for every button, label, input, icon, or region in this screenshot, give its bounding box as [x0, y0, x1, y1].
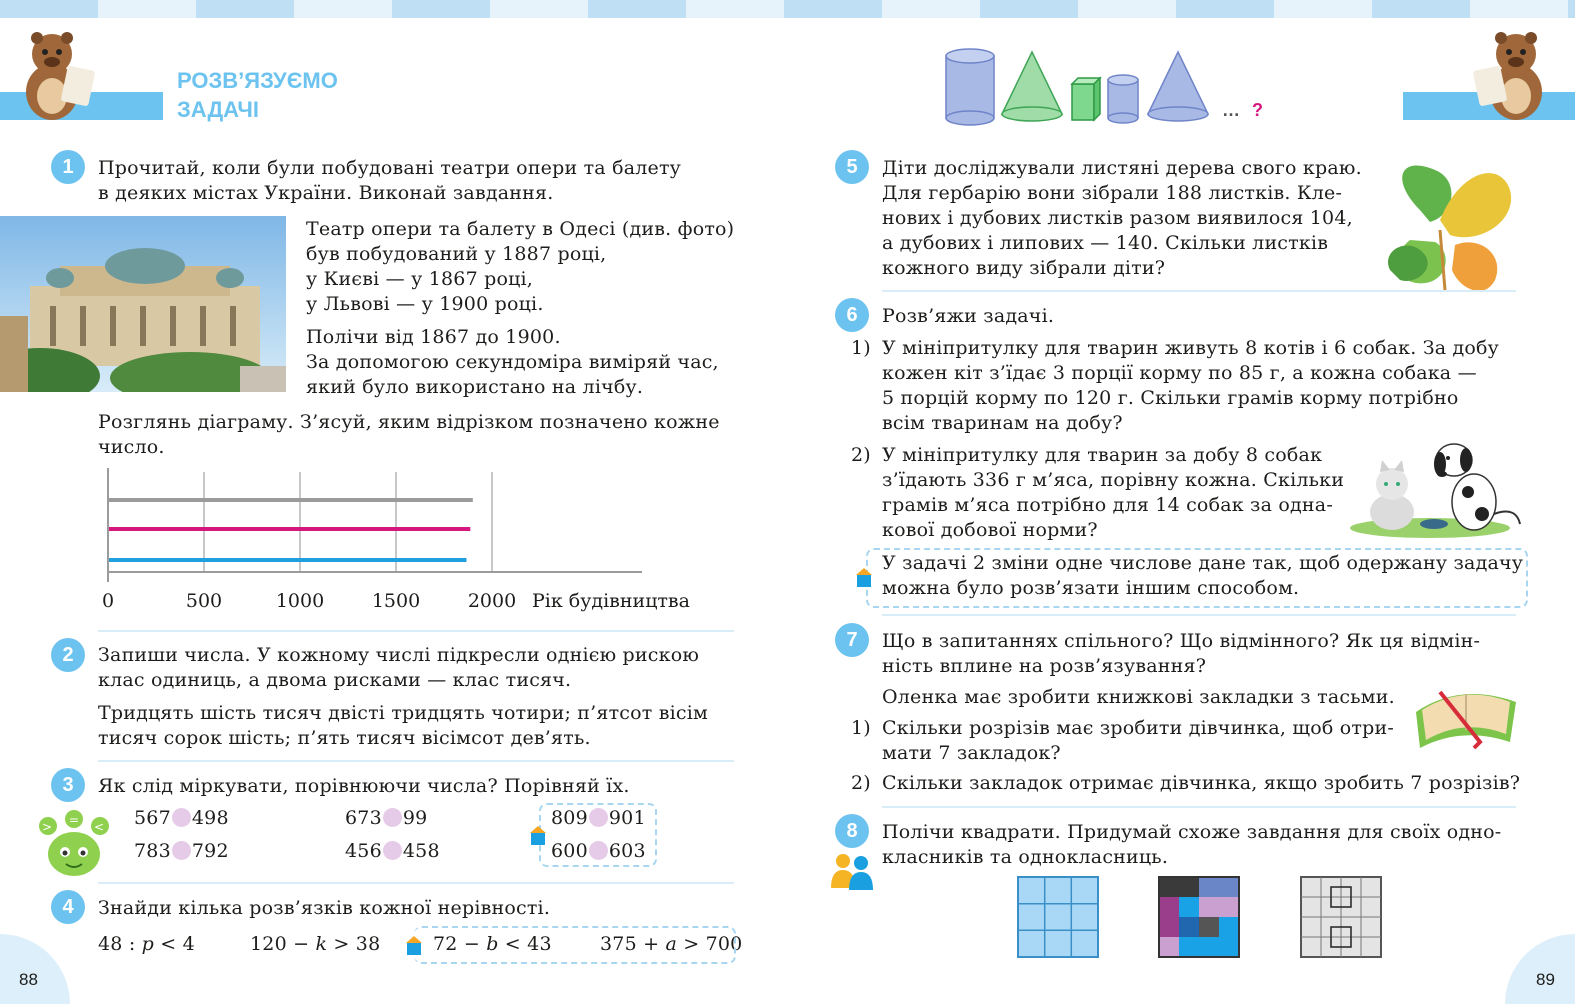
grid-squares-blue [1017, 876, 1099, 958]
compare-left: 783 [134, 840, 171, 862]
task-number-8: 8 [835, 814, 869, 848]
text-line: у Львові — у 1900 році. [306, 293, 544, 315]
task-6-title: Розв’яжи задачі. [882, 305, 1055, 327]
compare-left: 673 [345, 807, 382, 829]
task-7-q1-text [882, 716, 1394, 766]
compare-sign-slot[interactable] [172, 841, 191, 860]
divider [882, 614, 1516, 616]
text-line: Що в запитаннях спільного? Що відмінного? Як ця відмін- [882, 630, 1481, 652]
text-line: Театр опери та балету в Одесі (див. фото) [306, 218, 735, 240]
text-line: ність вплине на розв’язування? [882, 655, 1207, 677]
ineq-right: < 4 [154, 933, 195, 955]
task-7-q2-label: 2) [851, 772, 871, 794]
text-line: класників та однокласниць. [882, 846, 1169, 868]
divider [882, 806, 1516, 808]
task-number-6: 6 [835, 298, 869, 332]
task-number-2: 2 [51, 638, 85, 672]
task-6-part1-text [882, 336, 1499, 436]
compare-pair [134, 839, 229, 864]
ineq-variable: k [315, 933, 328, 955]
task-6-part2-label: 2) [851, 444, 871, 466]
text-line: всім тваринам на добу? [882, 412, 1123, 434]
diagram-text [98, 410, 720, 460]
text-line: кожен кіт з’їдає 3 порції корму по 85 г, а кожна собака — [882, 362, 1477, 384]
bar-diagram [90, 462, 730, 622]
section-title-line1: РОЗВ’ЯЗУЄМО [177, 68, 338, 93]
extra-task-frame [414, 926, 736, 964]
book-with-bookmark-illustration [1410, 672, 1522, 752]
cylinder-large-icon [946, 49, 994, 125]
task-number-7: 7 [835, 623, 869, 657]
text-line: кожного виду зібрали діти? [882, 257, 1166, 279]
svg-text:<: < [94, 820, 105, 834]
ineq-right: < 43 [498, 933, 552, 955]
text-line: в деяких містах України. Виконай завдання. [98, 182, 554, 204]
odesa-theatre-photo [0, 216, 286, 392]
task-6-note [882, 551, 1523, 601]
compare-left: 456 [345, 840, 382, 862]
task-7-intro: Оленка має зробити книжкові закладки з тасьми. [882, 686, 1395, 708]
task-6-part2-text [882, 443, 1344, 543]
ineq-left: 375 + [600, 933, 666, 955]
text-line: Запиши числа. У кожному числі підкресли однією рискою [98, 644, 700, 666]
text-line: Діти досліджували листяні дерева свого краю. [882, 157, 1362, 179]
inequality [98, 932, 195, 957]
text-line: число. [98, 436, 165, 458]
divider [98, 630, 734, 632]
svg-text:=: = [69, 813, 80, 827]
text-line: а дубових і липових — 140. Скільки листків [882, 232, 1329, 254]
text-line: Скільки розрізів має зробити дівчинка, щоб отри- [882, 717, 1394, 739]
text-line: Прочитай, коли були побудовані театри опери та балету [98, 157, 682, 179]
task-5-text [882, 156, 1362, 281]
ineq-left: 48 : [98, 933, 142, 955]
cactus-mascot-icon [36, 810, 112, 878]
task-7-text [882, 629, 1480, 679]
text-line: нових і дубових листків разом виявилося 104, [882, 207, 1353, 229]
x-tick-label: 1500 [371, 590, 421, 612]
section-title-line2: ЗАДАЧІ [177, 97, 259, 122]
page-number-left: 88 [19, 970, 38, 989]
cat-and-dog-illustration [1350, 440, 1526, 540]
text-line: був побудований у 1887 році, [306, 243, 607, 265]
ineq-variable: a [665, 933, 677, 955]
home-task-icon [531, 826, 545, 845]
shapes-question-mark: ? [1252, 100, 1263, 120]
text-line: клас одиниць, а двома рисками — клас тисяч. [98, 669, 572, 691]
extra-task-frame [539, 803, 657, 867]
compare-right: 603 [608, 840, 646, 862]
compare-left: 567 [134, 807, 171, 829]
text-line: У мініпритулку для тварин за добу 8 собак [882, 444, 1323, 466]
shapes-ellipsis: … [1222, 100, 1240, 120]
task-1-text [98, 156, 681, 206]
count-text [306, 325, 719, 400]
x-tick-label: 500 [185, 590, 223, 612]
page-number-left-tab [0, 934, 70, 1004]
x-tick-label: 2000 [467, 590, 517, 612]
text-line: який було використано на лічбу. [306, 376, 644, 398]
text-line: грамів м’яса потрібно для 14 собак за одна- [882, 494, 1333, 516]
text-line: можна було розв’язати іншим способом. [882, 577, 1300, 599]
task-number-1: 1 [51, 150, 85, 184]
compare-right: 498 [191, 807, 229, 829]
compare-sign-slot[interactable] [383, 808, 402, 827]
compare-pair [345, 839, 440, 864]
text-line: кової добової норми? [882, 519, 1098, 541]
cone-blue-icon [1148, 52, 1208, 121]
beaver-mascot-icon [1470, 22, 1556, 122]
x-tick-label: 0 [101, 590, 115, 612]
task-6-part1-label: 1) [851, 337, 871, 359]
top-decor-strip [0, 0, 1575, 18]
text-line: Тридцять шість тисяч двісті тридцять чотири; п’ятсот вісім [98, 702, 708, 724]
task-8-text [882, 820, 1501, 870]
prism-green-icon [1072, 78, 1100, 120]
task-3-question: Як слід міркувати, порівнюючи числа? Порівняй їх. [98, 775, 630, 797]
compare-pair [134, 806, 229, 831]
section-title [177, 66, 338, 124]
cone-green-icon [1002, 52, 1062, 121]
text-line: з’їдають 336 г м’яса, порівну кожна. Скільки [882, 469, 1345, 491]
ineq-right: > 700 [677, 933, 743, 955]
task-7-q1-label: 1) [851, 717, 871, 739]
text-line: Для гербарію вони зібрали 188 листків. Кле- [882, 182, 1343, 204]
home-task-icon [407, 936, 421, 955]
text-line: 5 порцій корму по 120 г. Скільки грамів корму потрібно [882, 387, 1459, 409]
compare-pair [345, 806, 427, 831]
x-tick-label: 1000 [275, 590, 325, 612]
compare-right: 99 [402, 807, 428, 829]
ineq-right: > 38 [327, 933, 381, 955]
task-4-question: Знайди кілька розв’язків кожної нерівності. [98, 897, 551, 919]
text-line: У мініпритулку для тварин живуть 8 котів і 6 собак. За добу [882, 337, 1500, 359]
text-line: у Києві — у 1867 році, [306, 268, 534, 290]
task-7-q2-text: Скільки закладок отримає дівчинка, якщо зробить 7 розрізів? [882, 772, 1521, 794]
compare-sign-slot[interactable] [172, 808, 191, 827]
divider [98, 882, 734, 884]
compare-right: 458 [402, 840, 440, 862]
ineq-left: 120 − [250, 933, 316, 955]
leaves-illustration [1380, 150, 1520, 300]
grid-squares-gray [1300, 876, 1382, 958]
compare-sign-slot[interactable] [383, 841, 402, 860]
cylinder-small-icon [1108, 75, 1138, 123]
task-number-3: 3 [51, 768, 85, 802]
text-line: мати 7 закладок? [882, 742, 1061, 764]
text-line: Розглянь діаграму. З’ясуй, яким відрізком позначено кожне [98, 411, 720, 433]
ineq-left: 72 − [433, 933, 487, 955]
text-line: За допомогою секундоміра виміряй час, [306, 351, 719, 373]
svg-text:>: > [42, 820, 53, 834]
text-line: Полічи квадрати. Придумай схоже завдання для своїх одно- [882, 821, 1502, 843]
compare-right: 792 [191, 840, 229, 862]
task-2-text [98, 643, 699, 693]
beaver-mascot-icon [12, 22, 98, 122]
ineq-variable: p [141, 933, 155, 955]
compare-left: 809 [551, 807, 588, 829]
text-line: У задачі 2 зміни одне числове дане так, щоб одержану задачу [882, 552, 1524, 574]
grid-squares-colored [1158, 876, 1240, 958]
page-number-right: 89 [1536, 970, 1555, 989]
compare-right: 901 [608, 807, 646, 829]
task-2-numbers-text [98, 701, 708, 751]
ineq-variable: b [486, 933, 499, 955]
text-line: тисяч сорок шість; п’ять тисяч вісімсот дев’ять. [98, 727, 591, 749]
home-task-icon [857, 568, 871, 587]
compare-left: 600 [551, 840, 588, 862]
geometric-shapes-row [940, 44, 1240, 126]
divider [98, 760, 734, 762]
page-number-right-tab [1505, 934, 1575, 1004]
x-axis-label: Рік будівництва [532, 590, 690, 612]
task-number-5: 5 [835, 150, 869, 184]
inequality [250, 932, 380, 957]
divider [882, 290, 1516, 292]
pair-work-icon [830, 852, 876, 890]
text-line: Полічи від 1867 до 1900. [306, 326, 561, 348]
theatre-text [306, 217, 734, 317]
task-number-4: 4 [51, 890, 85, 924]
